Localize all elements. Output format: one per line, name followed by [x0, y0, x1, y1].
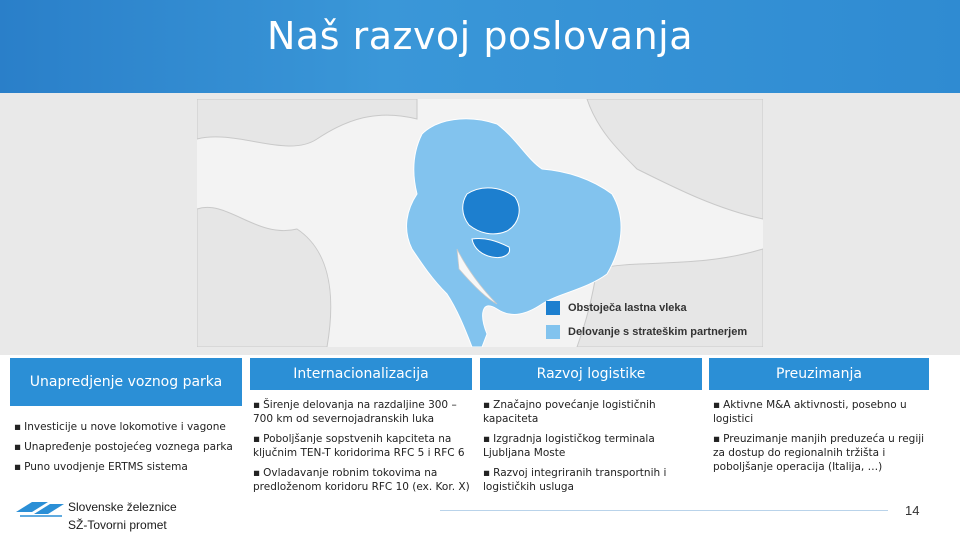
list-item: ▪ Ovladavanje robnim tokovima na predloženom koridoru RFC 10 (ex. Kor. X) [253, 466, 473, 494]
legend-own-swatch [546, 301, 560, 315]
legend-partner-label: Delovanje s strateškim partnerjem [568, 326, 748, 338]
page-number: 14 [905, 503, 920, 518]
slide-title: Naš razvoj poslovanja [267, 14, 693, 58]
list-item: ▪ Unapređenje postojećeg voznega parka [14, 440, 244, 454]
list-item: ▪ Razvoj integriranih transportnih i logističkih usluga [483, 466, 705, 494]
list-item: ▪ Izgradnja logističkog terminala Ljubljana Moste [483, 432, 705, 460]
list-item: ▪ Aktivne M&A aktivnosti, posebno u logistici [713, 398, 927, 426]
europe-map [197, 99, 763, 347]
column-fleet-list [14, 420, 244, 480]
column-heading-fleet: Unapredjenje voznog parka [10, 358, 242, 406]
column-acquisitions-list [713, 398, 927, 480]
list-item: ▪ Preuzimanje manjih preduzeća u regiji za dostup do regionalnih tržišta i poboljšanje operacija (Italija, …) [713, 432, 927, 474]
legend-own-label: Obstoječa lastna vleka [568, 302, 687, 314]
own-traction-region [463, 188, 519, 234]
list-item: ▪ Poboljšanje sopstvenih kapciteta na ključnim TEN-T koridorima RFC 5 i RFC 6 [253, 432, 473, 460]
column-internationalization-list [253, 398, 473, 500]
column-logistics-list [483, 398, 705, 500]
column-heading-logistics: Razvoj logistike [480, 358, 702, 390]
column-heading-internationalization: Internacionalizacija [250, 358, 472, 390]
list-item: ▪ Značajno povećanje logističnih kapaciteta [483, 398, 705, 426]
list-item: ▪ Investicije u nove lokomotive i vagone [14, 420, 244, 434]
list-item: ▪ Puno uvodjenje ERTMS sistema [14, 460, 244, 474]
list-item: ▪ Širenje delovanja na razdaljine 300 – 700 km od severnojadranskih luka [253, 398, 473, 426]
legend-partner-swatch [546, 325, 560, 339]
column-heading-acquisitions: Preuzimanja [709, 358, 929, 390]
logo-text-division: SŽ-Tovorni promet [68, 518, 167, 532]
sz-logo-icon [14, 498, 66, 518]
logo-text-company: Slovenske železnice [68, 500, 177, 514]
footer-divider [440, 510, 888, 511]
